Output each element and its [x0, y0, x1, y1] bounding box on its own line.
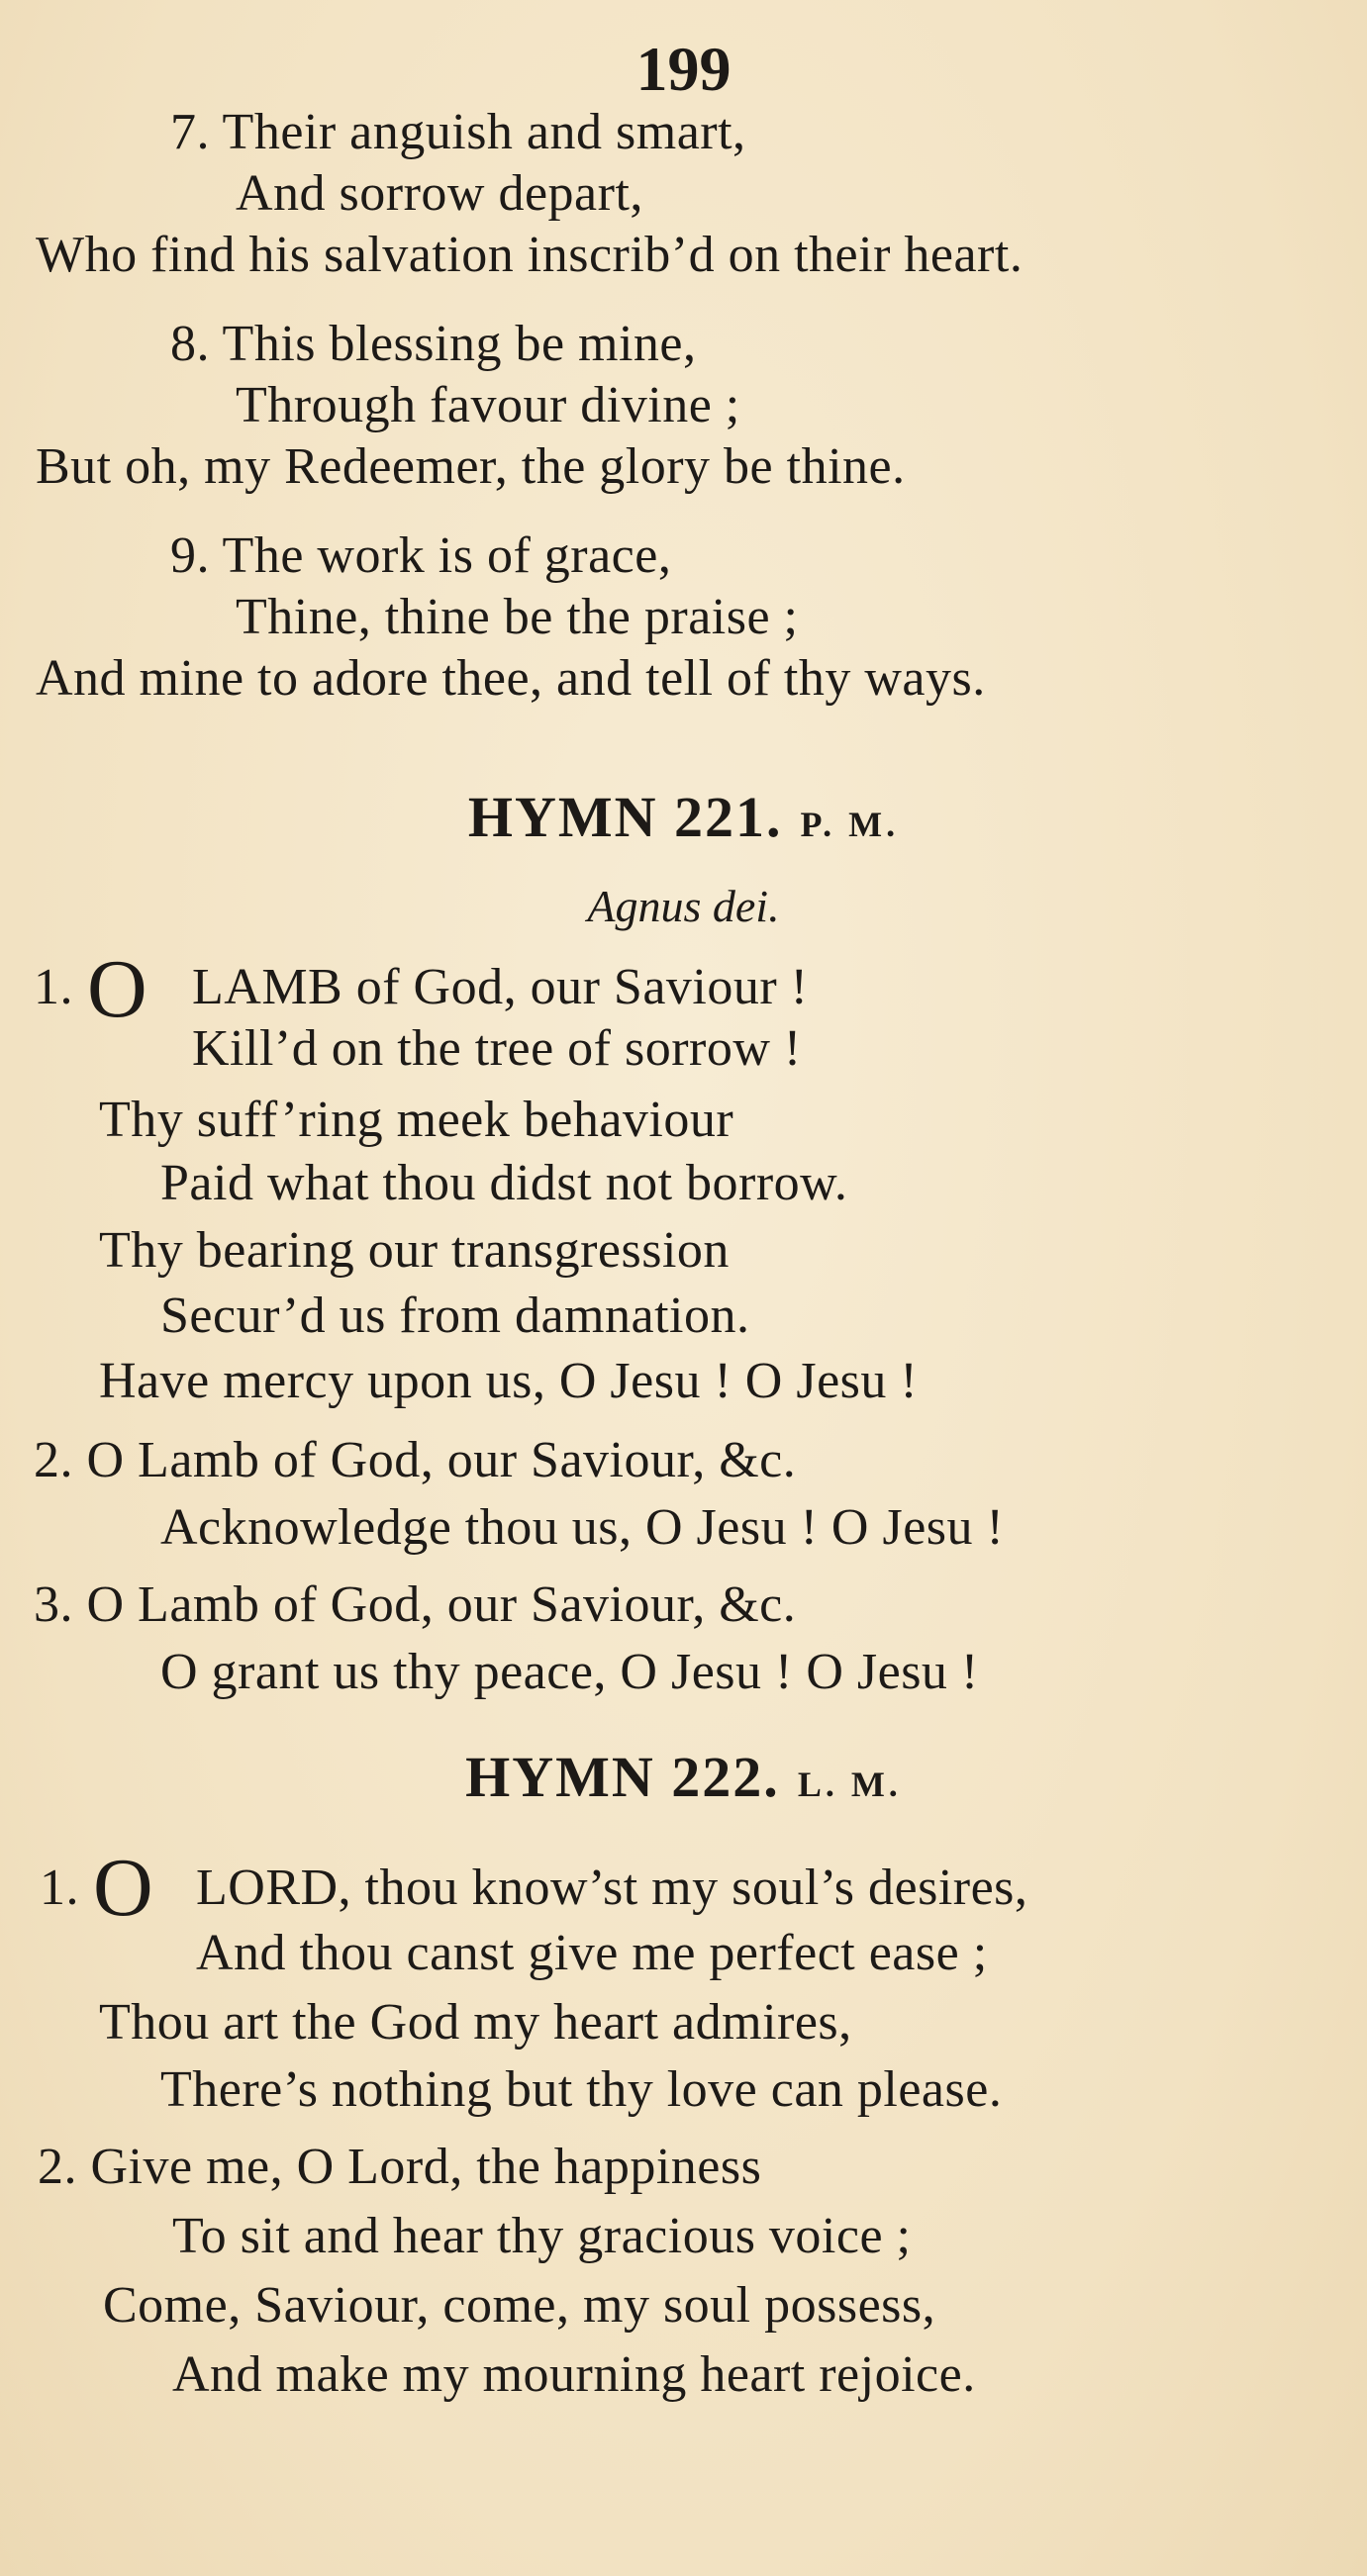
- verse-line: 2. Give me, O Lord, the happiness: [38, 2139, 762, 2195]
- verse-line: 2. O Lamb of God, our Saviour, &c.: [34, 1432, 797, 1488]
- verse-line: 8. This blessing be mine,: [170, 316, 697, 372]
- hymn-title: [0, 782, 1367, 860]
- verse-line: Acknowledge thou us, O Jesu ! O Jesu !: [160, 1499, 1005, 1556]
- verse-line: Thy suff’ring meek behaviour: [99, 1092, 734, 1148]
- verse-line: O grant us thy peace, O Jesu ! O Jesu !: [160, 1644, 979, 1700]
- verse-line: And mine to adore thee, and tell of thy ways.: [36, 650, 986, 707]
- verse-number: 1.: [34, 959, 73, 1015]
- verse-line: Have mercy upon us, O Jesu ! O Jesu !: [99, 1353, 919, 1409]
- verse-line: Secur’d us from damnation.: [160, 1288, 750, 1344]
- drop-cap-initial: O: [93, 1842, 153, 1934]
- verse-line: Come, Saviour, come, my soul possess,: [103, 2277, 936, 2334]
- hymn-number: HYMN 222.: [465, 1745, 780, 1809]
- verse-line: Who find his salvation inscrib’d on their heart.: [36, 227, 1024, 283]
- drop-cap-initial: O: [87, 943, 147, 1035]
- verse-line: And make my mourning heart rejoice.: [172, 2346, 976, 2403]
- verse-line: Thine, thine be the praise ;: [236, 589, 799, 645]
- verse-line: Thou art the God my heart admires,: [99, 1994, 852, 2051]
- hymn-meter: L. M.: [797, 1765, 902, 1804]
- hymn-meter: P. M.: [800, 805, 900, 844]
- verse-line: LAMB of God, our Saviour !: [192, 959, 809, 1015]
- verse-line: But oh, my Redeemer, the glory be thine.: [36, 438, 906, 495]
- hymn-subtitle: Agnus dei.: [587, 881, 780, 931]
- verse-line: 3. O Lamb of God, our Saviour, &c.: [34, 1576, 797, 1633]
- verse-line: To sit and hear thy gracious voice ;: [172, 2208, 912, 2264]
- verse-line: Through favour divine ;: [236, 377, 740, 433]
- verse-line: Kill’d on the tree of sorrow !: [192, 1020, 802, 1077]
- hymn-title: [0, 1742, 1367, 1820]
- verse-line: 9. The work is of grace,: [170, 527, 672, 584]
- page-number: 199: [635, 34, 732, 104]
- hymn-number: HYMN 221.: [467, 785, 783, 849]
- verse-line: There’s nothing but thy love can please.: [160, 2061, 1003, 2118]
- verse-line: Paid what thou didst not borrow.: [160, 1155, 848, 1211]
- verse-line: 7. Their anguish and smart,: [170, 104, 746, 160]
- verse-line: And sorrow depart,: [236, 165, 643, 222]
- verse-line: Thy bearing our transgression: [99, 1222, 730, 1279]
- verse-line: And thou canst give me perfect ease ;: [196, 1925, 988, 1981]
- verse-line: LORD, thou know’st my soul’s desires,: [196, 1860, 1028, 1916]
- verse-number: 1.: [40, 1860, 79, 1916]
